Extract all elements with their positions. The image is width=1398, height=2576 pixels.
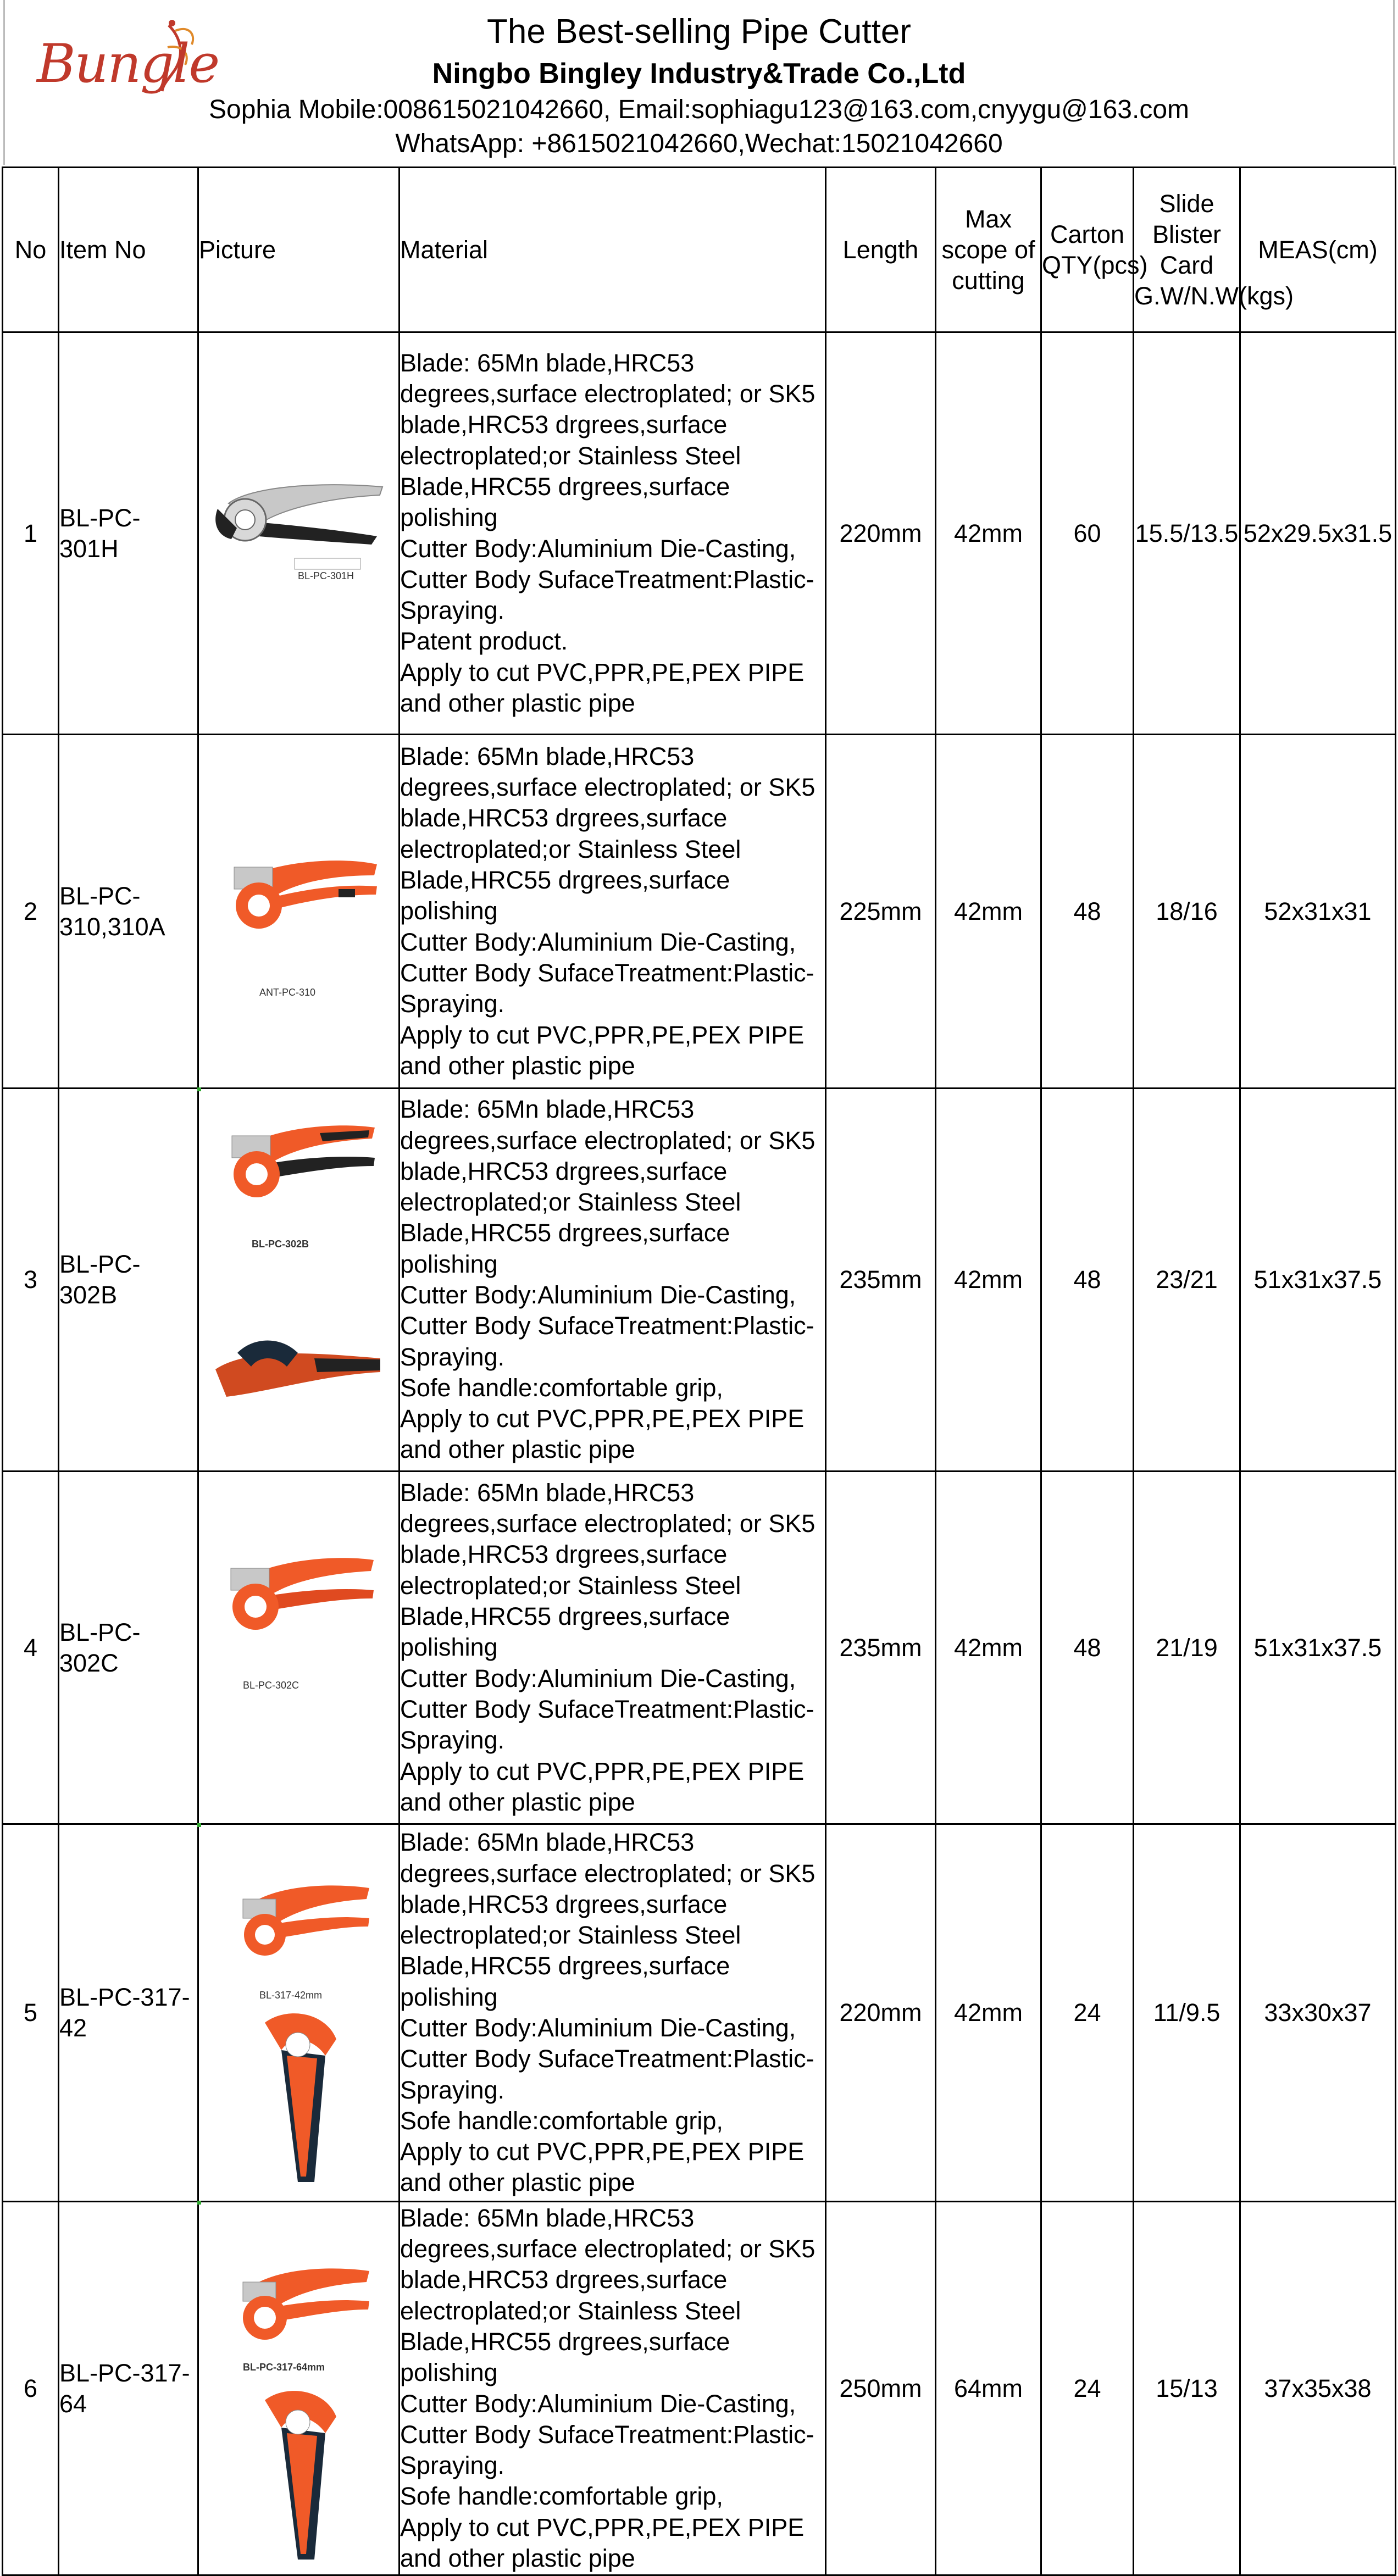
row-carton-qty: 60: [1041, 332, 1134, 735]
row-no: 2: [3, 735, 59, 1089]
row-meas: 51x31x37.5: [1240, 1089, 1396, 1472]
document-header: [3, 0, 1395, 165]
pipe-cutter-302b-image: [210, 1111, 386, 1215]
row-carton-qty: 24: [1041, 2202, 1134, 2575]
row-no: 3: [3, 1089, 59, 1472]
row-max-scope: 42mm: [936, 1089, 1041, 1472]
row-no: 4: [3, 1472, 59, 1824]
table-header-row: [3, 168, 1396, 332]
cell-marker: [197, 1087, 201, 1091]
row-item-no: BL-PC-301H: [59, 332, 198, 735]
col-header-max-scope: Max scope of cutting: [936, 168, 1041, 332]
row-gw-nw: 15/13: [1134, 2202, 1240, 2575]
row-gw-nw: 21/19: [1134, 1472, 1240, 1824]
row-meas: 33x30x37: [1240, 1824, 1396, 2202]
picture-caption: BL-PC-302C: [243, 1680, 299, 1691]
table-row: [3, 735, 1396, 1089]
row-item-no: BL-PC-302B: [59, 1089, 198, 1472]
row-meas: 52x31x31: [1240, 735, 1396, 1089]
picture-caption: BL-317-42mm: [259, 1990, 323, 2001]
row-max-scope: 42mm: [936, 1824, 1041, 2202]
row-carton-qty: 48: [1041, 1472, 1134, 1824]
col-header-length: Length: [826, 168, 936, 332]
pipe-cutter-317-42-image: [221, 1869, 375, 1979]
row-carton-qty: 48: [1041, 1089, 1134, 1472]
product-picture-cell: [198, 1472, 400, 1824]
col-header-item-no: Item No: [59, 168, 198, 332]
row-material: Blade: 65Mn blade,HRC53 degrees,surface electroplated; or SK5 blade,HRC53 drgrees,surface electroplated;or Stainless Steel Blade,HRC55 drgrees,surface polishing Cutter Body:Aluminium Die-Casting, Cutter Body SufaceTreatment:Plastic- Spraying. Apply to cut PVC,PPR,PE,PEX PIPE and other plastic pipe: [400, 1472, 826, 1824]
row-meas: 37x35x38: [1240, 2202, 1396, 2575]
pipe-cutter-301h-image: [207, 470, 388, 575]
product-picture-cell: [198, 1089, 400, 1472]
product-spec-table: [2, 166, 1396, 2576]
row-max-scope: 42mm: [936, 1472, 1041, 1824]
pipe-cutter-302c-image: [209, 1538, 385, 1648]
row-gw-nw: 23/21: [1134, 1089, 1240, 1472]
contact-line: Sophia Mobile:008615021042660, Email:sophiagu123@163.com,cnyygu@163.com: [209, 95, 1189, 124]
table-row: [3, 1089, 1396, 1472]
col-header-carton-qty: Carton QTY(pcs): [1041, 168, 1134, 332]
table-row: [3, 332, 1396, 735]
table-row: [3, 1472, 1396, 1824]
product-picture-cell: [198, 2202, 400, 2575]
col-header-material: Material: [400, 168, 826, 332]
product-picture-cell: [198, 332, 400, 735]
row-gw-nw: 15.5/13.5: [1134, 332, 1240, 735]
row-length: 235mm: [826, 1089, 936, 1472]
picture-caption: ANT-PC-310: [259, 987, 316, 998]
pipe-cutter-317-64-image: [221, 2252, 375, 2362]
row-length: 220mm: [826, 1824, 936, 2202]
row-carton-qty: 24: [1041, 1824, 1134, 2202]
pipe-cutter-302b-alt-image: [204, 1320, 391, 1413]
row-material: Blade: 65Mn blade,HRC53 degrees,surface electroplated; or SK5 blade,HRC53 drgrees,surface electroplated;or Stainless Steel Blade,HRC55 drgrees,surface polishing Cutter Body:Aluminium Die-Casting, Cutter Body SufaceTreatment:Plastic- Spraying. Patent product. Apply to cut PVC,PPR,PE,PEX PIPE and other plastic pipe: [400, 332, 826, 735]
pipe-cutter-317-42-alt-image: [243, 2006, 353, 2188]
row-length: 220mm: [826, 332, 936, 735]
row-meas: 52x29.5x31.5: [1240, 332, 1396, 735]
logo-text: Bungle: [37, 33, 219, 95]
col-header-picture: Picture: [198, 168, 400, 332]
document-title: The Best-selling Pipe Cutter: [487, 13, 911, 51]
row-carton-qty: 48: [1041, 735, 1134, 1089]
cell-marker: [197, 1823, 201, 1827]
row-length: 225mm: [826, 735, 936, 1089]
picture-caption: BL-PC-317-64mm: [243, 2362, 325, 2373]
table-row: [3, 1824, 1396, 2202]
row-no: 5: [3, 1824, 59, 2202]
row-no: 6: [3, 2202, 59, 2575]
social-contact-line: WhatsApp: +8615021042660,Wechat:15021042660: [395, 129, 1003, 158]
row-max-scope: 42mm: [936, 332, 1041, 735]
row-meas: 51x31x37.5: [1240, 1472, 1396, 1824]
row-max-scope: 64mm: [936, 2202, 1041, 2575]
col-header-no: No: [3, 168, 59, 332]
row-material: Blade: 65Mn blade,HRC53 degrees,surface electroplated; or SK5 blade,HRC53 drgrees,surface electroplated;or Stainless Steel Blade,HRC55 drgrees,surface polishing Cutter Body:Aluminium Die-Casting, Cutter Body SufaceTreatment:Plastic- Spraying. Apply to cut PVC,PPR,PE,PEX PIPE and other plastic pipe: [400, 735, 826, 1089]
row-length: 235mm: [826, 1472, 936, 1824]
product-picture-cell: [198, 1824, 400, 2202]
table-row: [3, 2202, 1396, 2575]
row-no: 1: [3, 332, 59, 735]
col-header-gw-nw: Slide Blister Card G.W/N.W(kgs): [1134, 168, 1240, 332]
row-item-no: BL-PC-317-42: [59, 1824, 198, 2202]
company-name: Ningbo Bingley Industry&Trade Co.,Ltd: [432, 58, 966, 90]
row-length: 250mm: [826, 2202, 936, 2575]
row-material: Blade: 65Mn blade,HRC53 degrees,surface electroplated; or SK5 blade,HRC53 drgrees,surface electroplated;or Stainless Steel Blade,HRC55 drgrees,surface polishing Cutter Body:Aluminium Die-Casting, Cutter Body SufaceTreatment:Plastic- Spraying. Sofe handle:comfortable grip, Apply to cut PVC,PPR,PE,PEX PIPE and other plastic pipe: [400, 1089, 826, 1472]
row-material: Blade: 65Mn blade,HRC53 degrees,surface electroplated; or SK5 blade,HRC53 drgrees,surface electroplated;or Stainless Steel Blade,HRC55 drgrees,surface polishing Cutter Body:Aluminium Die-Casting, Cutter Body SufaceTreatment:Plastic- Spraying. Sofe handle:comfortable grip, Apply to cut PVC,PPR,PE,PEX PIPE and other plastic pipe: [400, 2202, 826, 2575]
row-item-no: BL-PC-317-64: [59, 2202, 198, 2575]
picture-caption: BL-PC-301H: [298, 570, 354, 581]
picture-caption: BL-PC-302B: [252, 1239, 309, 1250]
pipe-cutter-310-image: [212, 845, 388, 944]
row-gw-nw: 18/16: [1134, 735, 1240, 1089]
col-header-meas: MEAS(cm): [1240, 168, 1396, 332]
row-item-no: BL-PC-302C: [59, 1472, 198, 1824]
row-item-no: BL-PC-310,310A: [59, 735, 198, 1089]
row-max-scope: 42mm: [936, 735, 1041, 1089]
pipe-cutter-317-64-alt-image: [243, 2384, 353, 2565]
row-gw-nw: 11/9.5: [1134, 1824, 1240, 2202]
cell-marker: [197, 2201, 201, 2205]
product-picture-cell: [198, 735, 400, 1089]
row-material: Blade: 65Mn blade,HRC53 degrees,surface electroplated; or SK5 blade,HRC53 drgrees,surface electroplated;or Stainless Steel Blade,HRC55 drgrees,surface polishing Cutter Body:Aluminium Die-Casting, Cutter Body SufaceTreatment:Plastic- Spraying. Sofe handle:comfortable grip, Apply to cut PVC,PPR,PE,PEX PIPE and other plastic pipe: [400, 1824, 826, 2202]
